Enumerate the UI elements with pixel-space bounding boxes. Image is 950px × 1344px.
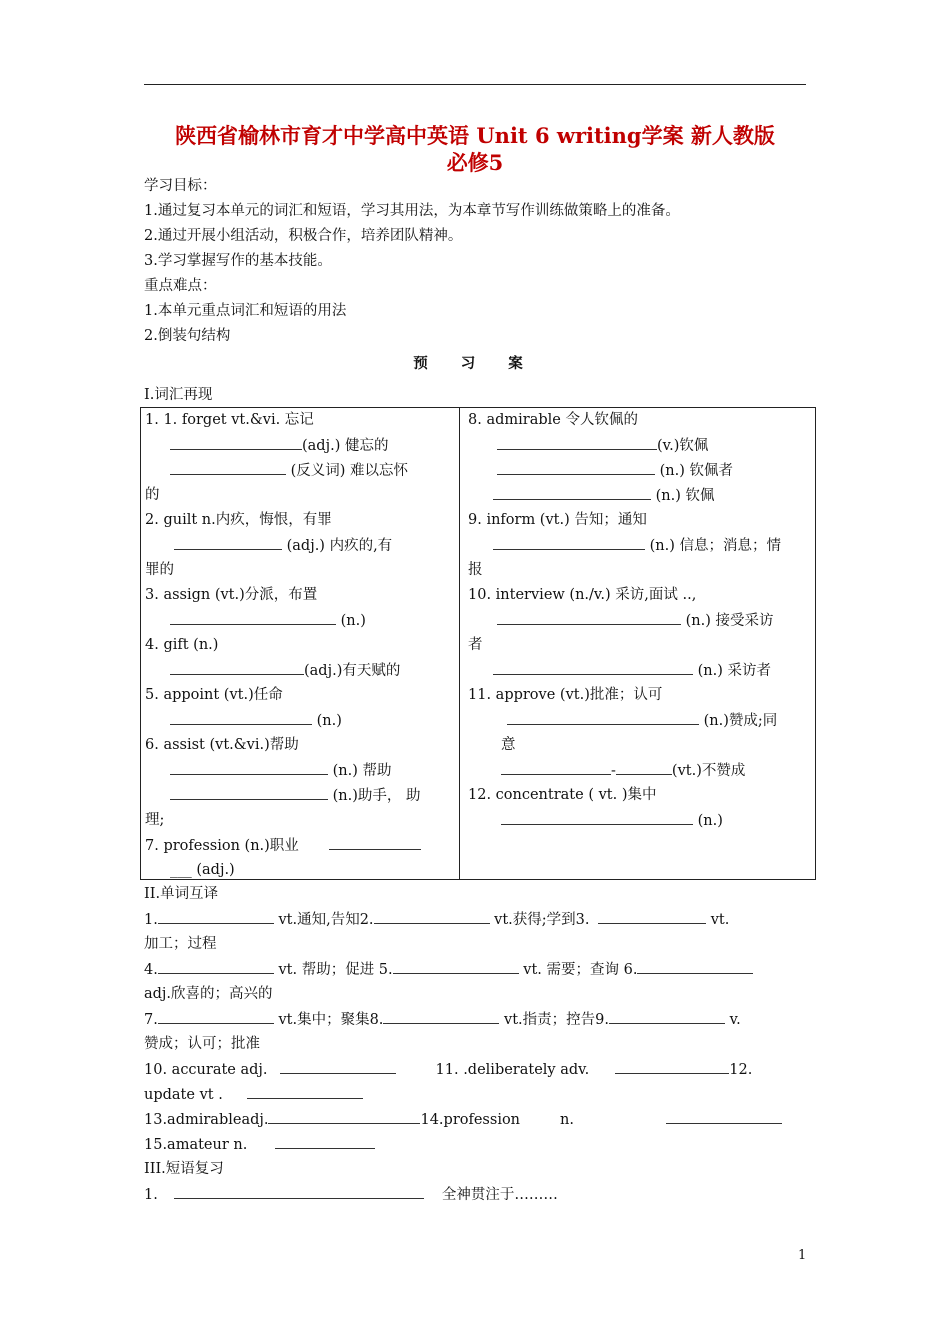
vocab-entry: 7. profession (n.)职业 bbox=[145, 835, 421, 856]
answer-blank[interactable] bbox=[616, 760, 672, 775]
vocab-entry: 报 bbox=[468, 562, 483, 578]
answer-blank[interactable] bbox=[275, 1134, 375, 1149]
answer-blank[interactable] bbox=[158, 959, 274, 974]
vocab-entry: (n.)助手， 助 bbox=[170, 785, 420, 806]
vocab-entry: (n.) 接受采访 bbox=[497, 610, 773, 631]
answer-blank[interactable] bbox=[174, 1184, 424, 1199]
answer-blank[interactable] bbox=[666, 1109, 782, 1124]
translation-row: 10. accurate adj. 11. .deliberately adv. 12. bbox=[144, 1059, 752, 1080]
vocab-entry: 11. approve (vt.)批准；认可 bbox=[468, 687, 663, 703]
vocab-entry: (n.) 帮助 bbox=[170, 760, 391, 781]
answer-blank[interactable] bbox=[501, 760, 611, 775]
vocab-entry: ___ (adj.) bbox=[170, 862, 235, 878]
vocab-entry: 意 bbox=[501, 737, 516, 753]
translation-row: 7. vt.集中；聚集8. vt.指责；控告9. v. bbox=[144, 1009, 741, 1030]
answer-blank[interactable] bbox=[247, 1084, 363, 1099]
title-line-2: 必修5 bbox=[446, 150, 504, 175]
answer-blank[interactable] bbox=[615, 1059, 729, 1074]
title-line-1: 陕西省榆林市育才中学高中英语 Unit 6 writing学案 新人教版 bbox=[175, 123, 775, 148]
vocab-entry: 3. assign (vt.)分派，布置 bbox=[145, 587, 318, 603]
answer-blank[interactable] bbox=[374, 909, 490, 924]
vocab-entry: 的 bbox=[145, 487, 160, 503]
answer-blank[interactable] bbox=[637, 959, 753, 974]
translation-row: 1. vt.通知,告知2. vt.获得;学到3. vt. bbox=[144, 909, 729, 930]
vocab-entry: (反义词) 难以忘怀 bbox=[170, 460, 408, 481]
table-divider bbox=[459, 408, 460, 879]
answer-blank[interactable] bbox=[170, 785, 328, 800]
phrase-row: 1. 全神贯注于……… bbox=[144, 1184, 558, 1205]
answer-blank[interactable] bbox=[170, 760, 328, 775]
vocab-entry: 2. guilt n.内疚，悔恨，有罪 bbox=[145, 512, 332, 528]
answer-blank[interactable] bbox=[158, 909, 274, 924]
answer-blank[interactable] bbox=[609, 1009, 725, 1024]
translation-row: 15.amateur n. bbox=[144, 1134, 375, 1155]
key-point-item: 2.倒装句结构 bbox=[144, 328, 231, 344]
translation-row: 13.admirableadj. 14.profession n. bbox=[144, 1109, 782, 1130]
translation-row: 4. vt. 帮助；促进 5. vt. 需要；查询 6. bbox=[144, 959, 753, 980]
answer-blank[interactable] bbox=[170, 710, 312, 725]
objective-item: 3.学习掌握写作的基本技能。 bbox=[144, 253, 332, 269]
preview-heading: 预 习 案 bbox=[413, 355, 537, 372]
key-points-heading: 重点难点： bbox=[144, 278, 217, 294]
answer-blank[interactable] bbox=[383, 1009, 499, 1024]
answer-blank[interactable] bbox=[158, 1009, 274, 1024]
answer-blank[interactable] bbox=[493, 485, 651, 500]
answer-blank[interactable] bbox=[170, 435, 302, 450]
vocab-entry: (n.) bbox=[170, 710, 342, 731]
translation-row: 加工；过程 bbox=[144, 936, 217, 952]
vocab-entry: 8. admirable 令人钦佩的 bbox=[468, 412, 638, 428]
vocab-entry: 5. appoint (vt.)任命 bbox=[145, 687, 283, 703]
answer-blank[interactable] bbox=[497, 460, 655, 475]
answer-blank[interactable] bbox=[170, 460, 286, 475]
vocab-entry: (adj.)有天赋的 bbox=[170, 660, 400, 681]
vocab-entry: (n.)赞成;同 bbox=[507, 710, 777, 731]
answer-blank[interactable] bbox=[497, 610, 681, 625]
vocab-entry: 1. 1. forget vt.&vi. 忘记 bbox=[145, 412, 314, 428]
page-number: 1 bbox=[798, 1248, 807, 1263]
translation-row: 赞成；认可；批准 bbox=[144, 1036, 260, 1052]
answer-blank[interactable] bbox=[501, 810, 693, 825]
vocab-entry: 者 bbox=[468, 637, 483, 653]
vocab-entry: (n.) 采访者 bbox=[493, 660, 771, 681]
answer-blank[interactable] bbox=[497, 435, 657, 450]
vocab-entry: (n.) 钦佩者 bbox=[497, 460, 733, 481]
vocab-entry: (n.) 钦佩 bbox=[493, 485, 714, 506]
answer-blank[interactable] bbox=[170, 660, 304, 675]
section1-heading: I.词汇再现 bbox=[144, 387, 213, 403]
vocab-entry: (n.) bbox=[170, 610, 366, 631]
document-title bbox=[144, 122, 806, 176]
vocab-entry: (adj.) 健忘的 bbox=[170, 435, 388, 456]
objective-item: 1.通过复习本单元的词汇和短语，学习其用法，为本章节写作训练做策略上的准备。 bbox=[144, 203, 680, 219]
vocab-entry: (n.) bbox=[501, 810, 723, 831]
answer-blank[interactable] bbox=[174, 535, 282, 550]
vocab-entry: - (vt.)不赞成 bbox=[501, 760, 745, 781]
section3-heading: III.短语复习 bbox=[144, 1161, 224, 1177]
answer-blank[interactable] bbox=[493, 660, 693, 675]
objective-item: 2.通过开展小组活动，积极合作，培养团队精神。 bbox=[144, 228, 463, 244]
answer-blank[interactable] bbox=[507, 710, 699, 725]
section2-heading: II.单词互译 bbox=[144, 886, 219, 902]
answer-blank[interactable] bbox=[329, 835, 421, 850]
answer-blank[interactable] bbox=[393, 959, 519, 974]
answer-blank[interactable] bbox=[493, 535, 645, 550]
answer-blank[interactable] bbox=[268, 1109, 420, 1124]
objectives-heading: 学习目标： bbox=[144, 178, 217, 194]
vocab-entry: 10. interview (n./v.) 采访,面试 .., bbox=[468, 587, 697, 603]
answer-blank[interactable] bbox=[170, 610, 336, 625]
vocab-entry: 6. assist (vt.&vi.)帮助 bbox=[145, 737, 299, 753]
answer-blank[interactable] bbox=[280, 1059, 396, 1074]
key-point-item: 1.本单元重点词汇和短语的用法 bbox=[144, 303, 347, 319]
vocab-entry: 12. concentrate ( vt. )集中 bbox=[468, 787, 657, 803]
vocab-table bbox=[140, 407, 816, 880]
header-rule bbox=[144, 84, 806, 85]
vocab-entry: 9. inform (vt.) 告知；通知 bbox=[468, 512, 647, 528]
translation-row: update vt . bbox=[144, 1084, 363, 1105]
translation-row: adj.欣喜的；高兴的 bbox=[144, 986, 273, 1002]
vocab-entry: 罪的 bbox=[145, 562, 174, 578]
vocab-entry: (adj.) 内疚的,有 bbox=[174, 535, 392, 556]
vocab-entry: 4. gift (n.) bbox=[145, 637, 219, 653]
vocab-entry: (n.) 信息；消息；情 bbox=[493, 535, 781, 556]
vocab-entry: 理; bbox=[145, 812, 165, 828]
vocab-entry: (v.)钦佩 bbox=[497, 435, 708, 456]
answer-blank[interactable] bbox=[598, 909, 706, 924]
